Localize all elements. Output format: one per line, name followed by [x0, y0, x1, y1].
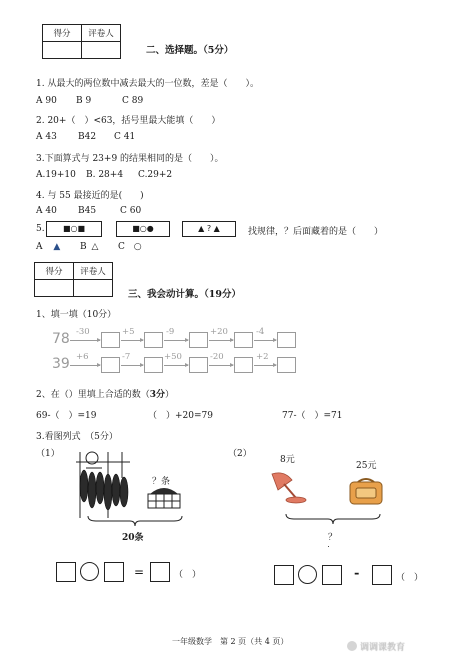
school-bag-icon: [346, 476, 386, 506]
unit-paren[interactable]: （ ）: [174, 570, 202, 580]
chain2-answer-box[interactable]: [277, 357, 296, 373]
chain2-answer-box[interactable]: [234, 357, 253, 373]
q1-option-c[interactable]: C 89: [122, 96, 144, 106]
pattern-box-3: ▲ ? ▲: [182, 221, 236, 237]
chain1-answer-box[interactable]: [144, 332, 163, 348]
chain2-arrow: [121, 365, 143, 366]
chain1-op: -4: [256, 327, 265, 337]
answer-square[interactable]: [372, 565, 392, 585]
chain1-answer-box[interactable]: [277, 332, 296, 348]
q5-option-c-label: C: [118, 242, 125, 252]
watermark-logo-icon: [347, 641, 357, 651]
chain1-start: 78: [52, 331, 70, 347]
grader-cell[interactable]: [82, 42, 121, 59]
chain1-op: +5: [122, 327, 135, 337]
chain2-start: 39: [52, 356, 70, 372]
unit-paren[interactable]: （ ）: [396, 573, 424, 583]
chain1-arrow: [70, 340, 100, 341]
fish-total-label: 20条: [122, 533, 144, 543]
chain2-op: +2: [256, 352, 269, 362]
chain2-op: +50: [164, 352, 182, 362]
q4-text: 4. 与 55 最接近的是( ): [36, 191, 144, 201]
q4-option-b[interactable]: B45: [78, 206, 97, 216]
q3-option-c[interactable]: C.29+2: [138, 170, 173, 180]
chain2-arrow: [70, 365, 100, 366]
fish-illustration: [72, 448, 192, 520]
triangle-filled-icon: ▲: [53, 242, 61, 252]
section2-title: 二、选择题。（5分）: [146, 45, 234, 56]
section3-title: 三、我会动计算。（19分）: [128, 289, 241, 300]
chain1-op: -9: [166, 327, 175, 337]
q1-text: 1. 从最大的两位数中减去最大的一位数，差是（ ）。: [36, 79, 259, 89]
chain2-answer-box[interactable]: [189, 357, 208, 373]
operator-circle[interactable]: [298, 565, 317, 584]
chain1-op: -30: [76, 327, 90, 337]
chain2-op: -20: [210, 352, 224, 362]
part2-equation-1[interactable]: 69-（ ）=19: [36, 411, 97, 421]
chain1-answer-box[interactable]: [234, 332, 253, 348]
bag-price: 25元: [356, 461, 377, 471]
part2-title-score: 3分: [149, 390, 165, 400]
equals-sign: =: [134, 565, 145, 579]
grader-header-cell: 评卷人: [82, 25, 121, 42]
q3-text: 3.下面算式与 23+9 的结果相同的是（ ）。: [36, 154, 224, 164]
q5-option-b-label: B: [80, 242, 87, 252]
q3-option-b[interactable]: B. 28+4: [86, 170, 124, 180]
chain2-arrow: [209, 365, 233, 366]
grader-header-cell: 评卷人: [74, 263, 113, 280]
part2-title: [36, 387, 174, 400]
pattern-box-2: ■○●: [116, 221, 170, 237]
part2-equation-2[interactable]: （ ）+20=79: [148, 411, 213, 421]
q1-option-a[interactable]: A 90: [36, 96, 57, 106]
brace-1: [86, 514, 184, 528]
score-cell[interactable]: [35, 280, 74, 297]
score-header-cell: 得分: [43, 25, 82, 42]
q5-option-b[interactable]: [80, 242, 98, 252]
answer-square[interactable]: [274, 565, 294, 585]
part2-title-end: ）: [165, 390, 175, 400]
chain1-arrow: [164, 340, 188, 341]
q2-text: 2. 20+（ ）<63，括号里最大能填（ ）: [36, 116, 221, 126]
chain1-op: +20: [210, 327, 228, 337]
fish-question-label: ？条: [152, 477, 171, 487]
chain2-answer-box[interactable]: [144, 357, 163, 373]
q2-option-c[interactable]: C 41: [114, 132, 136, 142]
chain1-arrow: [254, 340, 276, 341]
q5-option-a-label: A: [36, 242, 43, 252]
score-cell[interactable]: [43, 42, 82, 59]
part3-p1-label: （1）: [36, 449, 60, 459]
chain1-answer-box[interactable]: [189, 332, 208, 348]
grader-cell[interactable]: [74, 280, 113, 297]
chain2-op: +6: [76, 352, 89, 362]
price-question-label: ？: [328, 533, 338, 543]
q5-option-a[interactable]: [36, 242, 60, 252]
part1-title: 1、填一填（10分）: [36, 310, 117, 320]
chain2-arrow: [164, 365, 188, 366]
answer-square[interactable]: [322, 565, 342, 585]
q2-option-a[interactable]: A 43: [36, 132, 57, 142]
chain1-arrow: [121, 340, 143, 341]
chain1-answer-box[interactable]: [101, 332, 120, 348]
minus-sign: -: [354, 566, 360, 581]
part3-title: 3.看图列式 （5分）: [36, 432, 118, 442]
small-mark: [328, 546, 329, 548]
answer-square[interactable]: [56, 562, 76, 582]
desk-lamp-icon: [266, 470, 310, 504]
q4-option-a[interactable]: A 40: [36, 206, 57, 216]
q5-text: 找规律，？后面藏着的是（ ）: [248, 227, 384, 237]
triangle-outline-icon: △: [91, 242, 99, 252]
q4-option-c[interactable]: C 60: [120, 206, 142, 216]
lamp-price: 8元: [280, 455, 295, 465]
q5-number: 5.: [36, 224, 45, 234]
score-header-cell: 得分: [35, 263, 74, 280]
q5-option-c[interactable]: [118, 242, 142, 252]
score-table-1: [42, 24, 121, 59]
watermark-text: 调调课教育: [360, 643, 406, 653]
operator-circle[interactable]: [80, 562, 99, 581]
pattern-box-1: ■○■: [46, 221, 102, 237]
chain2-arrow: [254, 365, 276, 366]
part3-p2-label: （2）: [228, 449, 252, 459]
chain2-op: -7: [122, 352, 131, 362]
circle-outline-icon: ○: [133, 242, 142, 252]
part2-title-text: 2、在（）里填上合适的数（: [36, 390, 150, 400]
chain1-arrow: [209, 340, 233, 341]
answer-square[interactable]: [104, 562, 124, 582]
chain2-answer-box[interactable]: [101, 357, 120, 373]
brace-2: [284, 512, 384, 526]
score-table-2: [34, 262, 113, 297]
part2-equation-3[interactable]: 77-（ ）=71: [282, 411, 343, 421]
answer-square[interactable]: [150, 562, 170, 582]
q3-option-a[interactable]: A.19+10: [36, 170, 76, 180]
q1-option-b[interactable]: B 9: [76, 96, 92, 106]
q2-option-b[interactable]: B42: [78, 132, 97, 142]
page-footer: 一年级数学 第 2 页（共 4 页）: [172, 637, 289, 646]
